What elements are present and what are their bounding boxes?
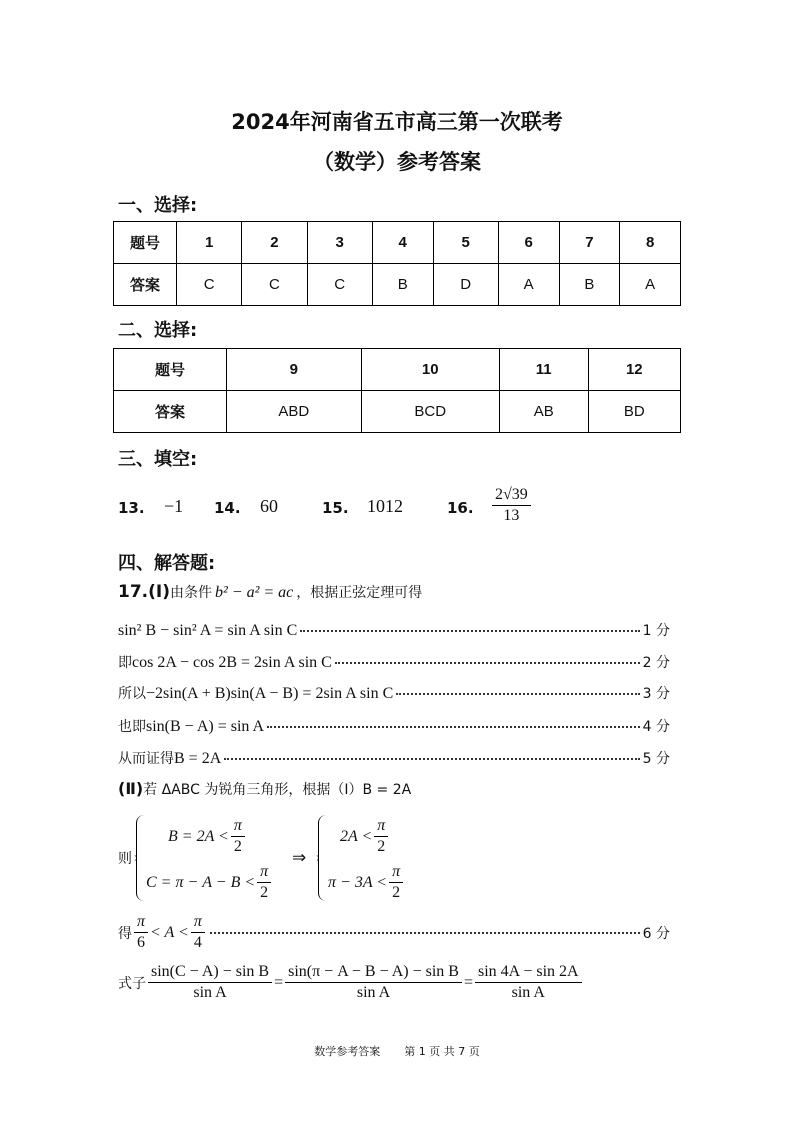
cell: A <box>620 264 681 306</box>
text: ，根据正弦定理可得 <box>296 585 423 601</box>
cell: 8 <box>620 222 681 264</box>
step-3 <box>118 683 670 703</box>
math: B = 2A < <box>168 827 229 845</box>
equals: = <box>274 973 284 991</box>
table-row <box>114 222 681 264</box>
cell: D <box>433 264 498 306</box>
numerator: sin(π − A − B − A) − sin B <box>285 962 462 983</box>
cell: B <box>372 264 433 306</box>
answer-table-2 <box>113 348 681 433</box>
numerator: π <box>389 862 403 883</box>
step-prefix: 从而证得 <box>118 751 174 767</box>
section3-heading: 三、填空: <box>118 449 198 470</box>
fill-num-14: 14. <box>214 499 241 517</box>
score: 1 分 <box>642 623 670 639</box>
fraction <box>374 816 388 857</box>
system-2-line-2 <box>328 862 405 903</box>
step-math: cos 2A − cos 2B = 2sin A sin C <box>132 654 332 671</box>
numerator: π <box>134 912 148 933</box>
cell: 2 <box>242 222 307 264</box>
step-math: −2sin(A + B)sin(A − B) = 2sin A sin C <box>146 685 394 702</box>
fill-ans-14: 60 <box>260 496 278 516</box>
cell: BD <box>588 391 680 433</box>
cell: 5 <box>433 222 498 264</box>
score: 3 分 <box>642 686 670 702</box>
q17-label: 17.(Ⅰ) <box>118 582 170 602</box>
cell: 11 <box>499 349 588 391</box>
q17-intro <box>118 582 670 602</box>
cell: C <box>307 264 372 306</box>
denominator: 6 <box>137 934 145 951</box>
cell: BCD <box>361 391 499 433</box>
system-1-line-2 <box>146 862 273 903</box>
cell: C <box>242 264 307 306</box>
fill-num-15: 15. <box>322 499 349 517</box>
equals: = <box>463 973 473 991</box>
step-5 <box>118 748 670 768</box>
fraction <box>389 862 403 903</box>
table-row <box>114 349 681 391</box>
score: 6 分 <box>642 925 670 942</box>
leader-dots <box>335 662 640 664</box>
cell: 7 <box>559 222 620 264</box>
leader-dots <box>210 932 640 934</box>
step-prefix: 即 <box>118 655 132 671</box>
fill-num-16: 16. <box>447 499 474 517</box>
numerator: sin(C − A) − sin B <box>148 962 272 983</box>
row-label: 答案 <box>114 264 177 306</box>
page-title: 2024年河南省五市高三第一次联考 <box>231 110 563 134</box>
fraction <box>148 962 272 1003</box>
math: b² − a² = ac <box>214 584 294 601</box>
section2-heading: 二、选择: <box>118 320 198 341</box>
cell: C <box>177 264 242 306</box>
text: 得 <box>118 925 132 942</box>
math: C = π − A − B < <box>146 873 256 891</box>
cell: 10 <box>361 349 499 391</box>
footer-doc: 数学参考答案 <box>314 1045 381 1058</box>
leader-dots <box>300 630 639 632</box>
denominator: 4 <box>193 934 202 951</box>
implies-arrow: ⇒ <box>292 848 307 867</box>
text: 由条件 <box>169 585 212 601</box>
numerator: π <box>191 912 205 933</box>
step-math: B = 2A <box>174 750 222 767</box>
cell: B <box>559 264 620 306</box>
fill-num-13: 13. <box>118 499 145 517</box>
step-prefix: 所以 <box>118 686 146 702</box>
math: < A < <box>150 923 189 941</box>
step-math: sin² B − sin² A = sin A sin C <box>118 622 298 639</box>
denominator: sin A <box>356 984 391 1001</box>
denominator: 2 <box>233 838 242 855</box>
step-6 <box>118 912 670 953</box>
cell: A <box>498 264 559 306</box>
score: 5 分 <box>642 751 670 767</box>
fraction <box>231 816 245 857</box>
expression-line <box>118 962 670 1003</box>
step-4 <box>118 716 670 736</box>
fraction <box>475 962 582 1003</box>
fill-ans-15: 1012 <box>367 496 403 516</box>
row-label: 题号 <box>114 222 177 264</box>
page-subtitle: （数学）参考答案 <box>313 150 481 174</box>
cell: 6 <box>498 222 559 264</box>
fraction <box>285 962 462 1003</box>
numerator: π <box>231 816 245 837</box>
part2-label: (Ⅱ) <box>118 779 144 798</box>
part2-intro <box>118 779 670 799</box>
cell: ABD <box>227 391 362 433</box>
step-1 <box>118 620 670 640</box>
fill-ans-13: −1 <box>164 496 184 516</box>
math: 2A < <box>340 827 373 845</box>
leader-dots <box>224 758 639 760</box>
cell: 3 <box>307 222 372 264</box>
score: 4 分 <box>642 719 670 735</box>
answer-table-1 <box>113 221 681 306</box>
left-brace <box>318 815 326 901</box>
row-label: 答案 <box>114 391 227 433</box>
math: π − 3A < <box>328 873 388 891</box>
fraction <box>191 912 205 953</box>
table-row <box>114 264 681 306</box>
cell: AB <box>499 391 588 433</box>
numerator: π <box>374 816 388 837</box>
footer <box>0 1043 794 1059</box>
system-2-line-1 <box>340 816 390 857</box>
fraction <box>257 862 271 903</box>
denominator: 2 <box>377 838 386 855</box>
cell: 12 <box>588 349 680 391</box>
denominator: 2 <box>260 884 269 901</box>
left-brace <box>136 815 144 901</box>
denominator: 13 <box>503 507 520 524</box>
text: 若 ΔABC 为锐角三角形，根据（Ⅰ）B = 2A <box>143 782 412 798</box>
system-1-line-1 <box>168 816 247 857</box>
table-row <box>114 391 681 433</box>
section1-heading: 一、选择: <box>118 195 198 216</box>
row-label: 题号 <box>114 349 227 391</box>
numerator: π <box>257 862 271 883</box>
cell: 9 <box>227 349 362 391</box>
section4-heading: 四、解答题: <box>118 553 216 574</box>
denominator: sin A <box>193 984 227 1001</box>
numerator: sin 4A − sin 2A <box>475 962 582 983</box>
leader-dots <box>396 693 639 695</box>
denominator: 2 <box>392 884 401 901</box>
denominator: sin A <box>511 984 545 1001</box>
cell: 4 <box>372 222 433 264</box>
step-math: sin(B − A) = sin A <box>146 718 265 735</box>
fraction <box>134 912 148 953</box>
step-prefix: 也即 <box>118 719 146 735</box>
score: 2 分 <box>642 655 670 671</box>
cell: 1 <box>177 222 242 264</box>
text: 式子 <box>118 975 146 992</box>
text-then: 则 <box>118 851 132 867</box>
leader-dots <box>267 726 640 728</box>
numerator: 2√39 <box>492 485 531 506</box>
step-2 <box>118 652 670 672</box>
page-number: 第 1 页 共 7 页 <box>404 1045 480 1058</box>
fill-ans-16 <box>492 485 531 526</box>
